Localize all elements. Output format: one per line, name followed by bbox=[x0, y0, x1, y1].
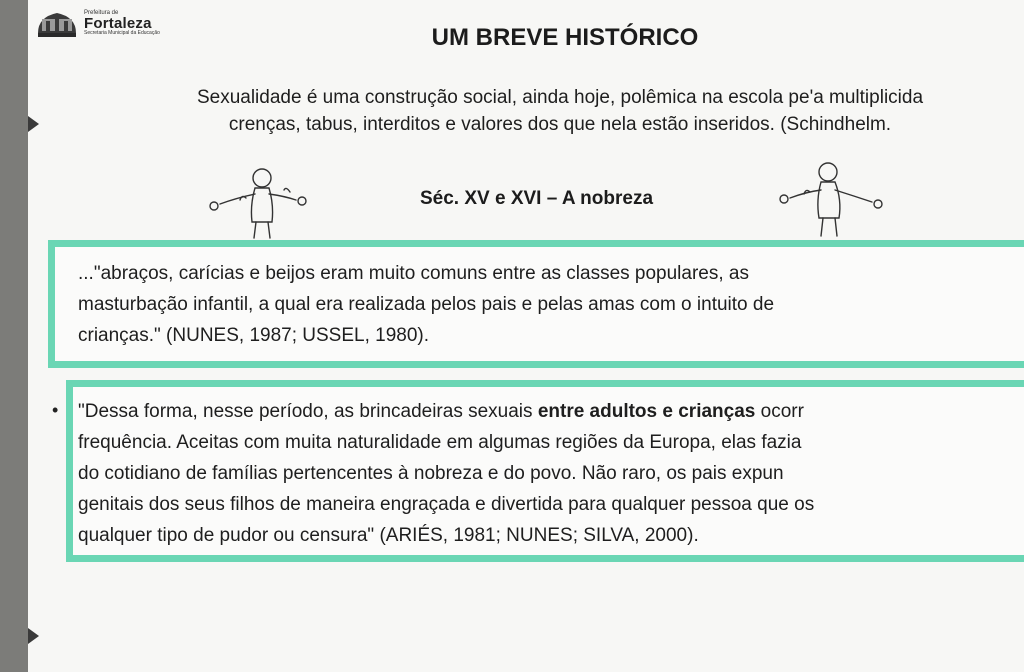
slide-marker-arrow bbox=[28, 628, 39, 644]
quote-line: qualquer tipo de pudor ou censura" (ARIÉS, 1981; NUNES; SILVA, 2000). bbox=[78, 525, 699, 546]
quote-bold-phrase: entre adultos e crianças bbox=[537, 401, 756, 422]
quote-line: genitais dos seus filhos de maneira engraçada e divertida para qualquer pessoa que os bbox=[78, 494, 815, 515]
quote-line-end: ocorr bbox=[755, 401, 804, 422]
stick-figure-right-icon bbox=[766, 156, 896, 240]
page-title: UM BREVE HISTÓRICO bbox=[431, 24, 699, 51]
intro-paragraph bbox=[60, 84, 1024, 138]
quote-line: frequência. Aceitas com muita naturalidade em algumas regiões da Europa, elas fazia bbox=[78, 432, 802, 453]
bullet-marker: • bbox=[52, 400, 59, 420]
slide-marker-arrow bbox=[28, 116, 39, 132]
quote-line: masturbação infantil, a qual era realizada pelos pais e pelas amas com o intuito de bbox=[78, 294, 775, 315]
logo-name: Fortaleza bbox=[84, 15, 152, 32]
left-sidebar-bar bbox=[0, 0, 28, 672]
quote-line: do cotidiano de famílias pertencentes à nobreza e do povo. Não raro, os pais expun bbox=[78, 463, 784, 484]
quote-line: ..."abraços, carícias e beijos eram muito comuns entre as classes populares, as bbox=[78, 263, 749, 284]
logo-sub-text: Secretaria Municipal da Educação bbox=[84, 30, 160, 36]
stick-figure-left-icon bbox=[200, 160, 324, 240]
quote-line bbox=[78, 396, 814, 427]
quote-1-text bbox=[78, 258, 774, 351]
section-subtitle: Séc. XV e XVI – A nobreza bbox=[420, 188, 654, 209]
intro-line: crenças, tabus, interditos e valores dos que nela estão inseridos. (Schindhelm. bbox=[228, 114, 892, 135]
intro-line: Sexualidade é uma construção social, ainda hoje, polêmica na escola pe'a multiplicida bbox=[196, 87, 924, 108]
quote-2-text bbox=[78, 396, 814, 551]
logo-small-text: Prefeitura de bbox=[84, 10, 119, 16]
quote-line-start: "Dessa forma, nesse período, as brincadeiras sexuais bbox=[78, 401, 538, 422]
quote-line: crianças." (NUNES, 1987; USSEL, 1980). bbox=[78, 325, 430, 346]
